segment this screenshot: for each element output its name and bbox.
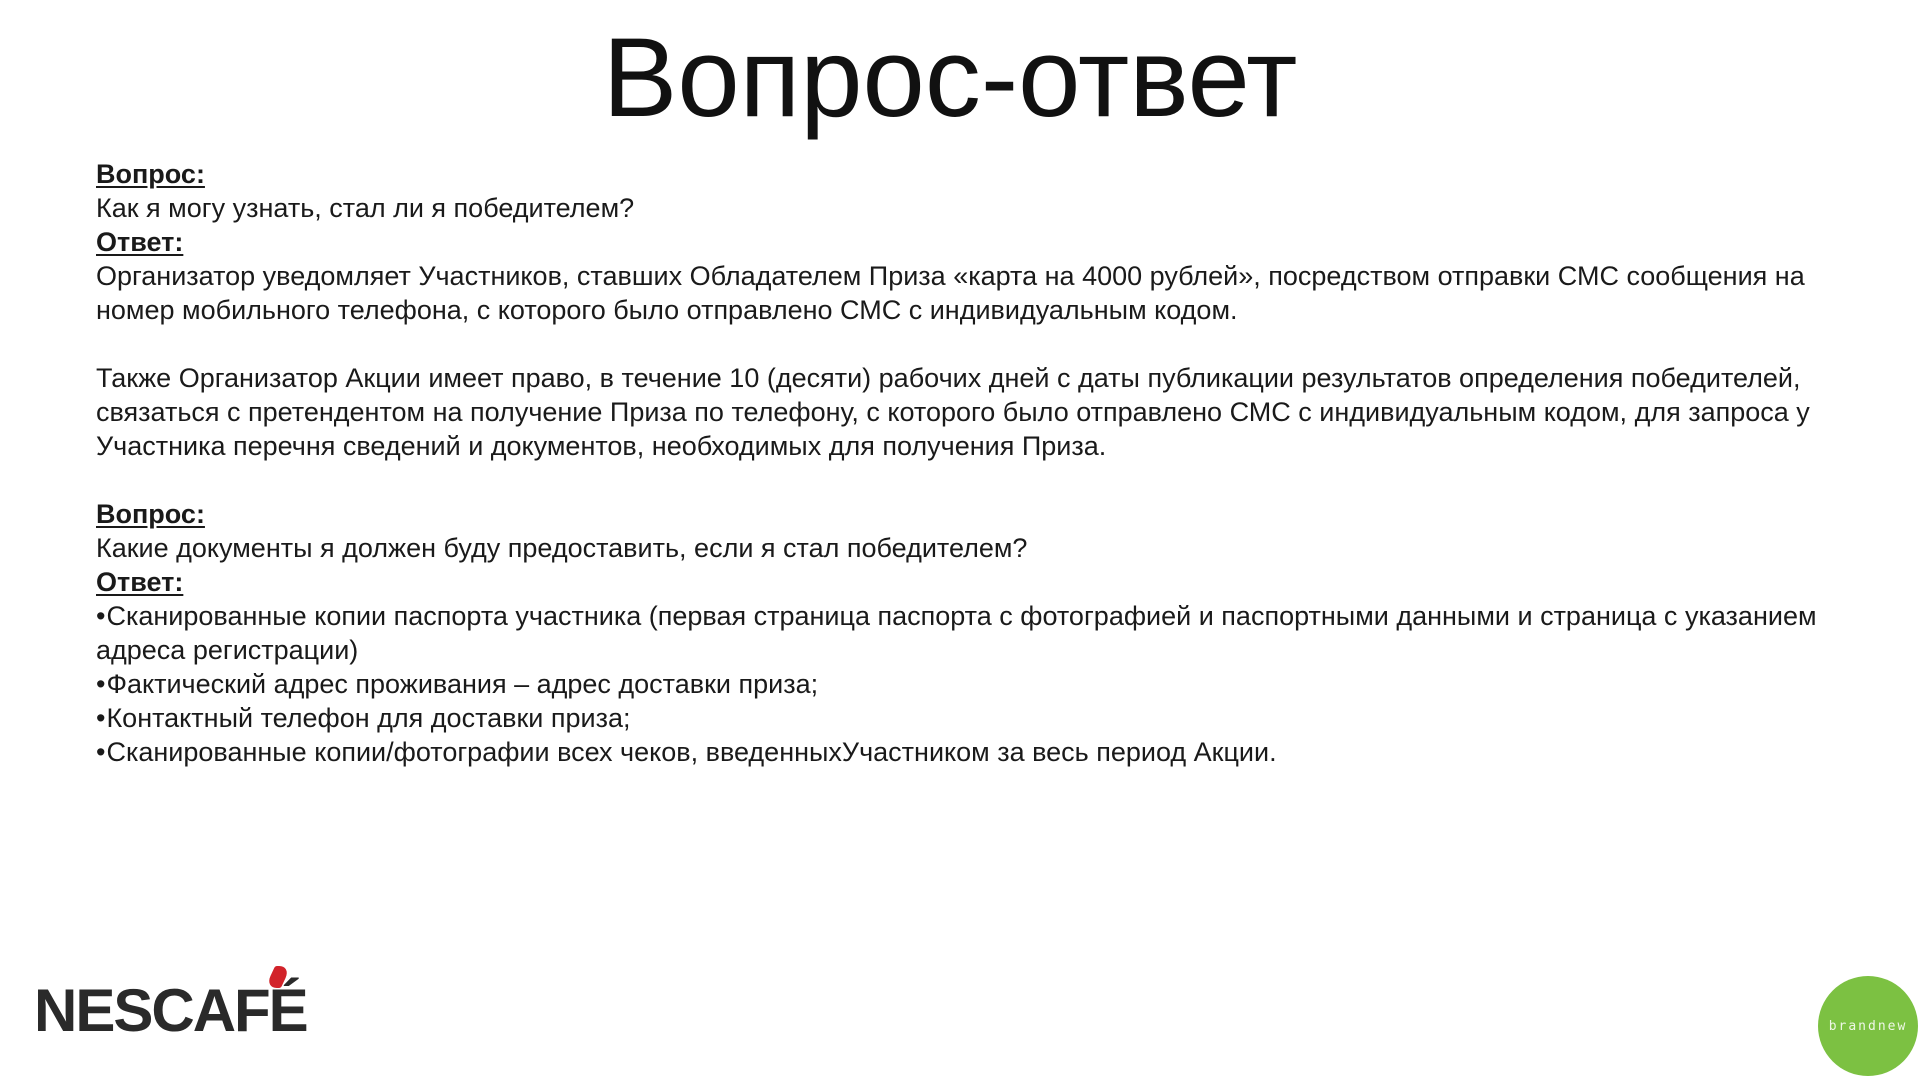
list-item: • Фактический адрес проживания – адрес доставки приза; xyxy=(96,667,1856,701)
answer-paragraph: Организатор уведомляет Участников, ставших Обладателем Приза «карта на 4000 рублей», посредством отправки СМС сообщения на номер мобильного телефона, с которого было отправлено СМС с индивидуальным кодом. xyxy=(96,261,1805,325)
answer-label: Ответ: xyxy=(96,227,184,257)
faq-content xyxy=(96,157,1856,769)
nescafe-logo xyxy=(34,966,307,1044)
question-label: Вопрос: xyxy=(96,499,205,529)
spacer xyxy=(96,327,1856,361)
list-item: • Контактный телефон для доставки приза; xyxy=(96,701,1856,735)
faq-block-1 xyxy=(96,157,1856,463)
list-item: • Сканированные копии/фотографии всех чеков, введенныхУчастником за весь период Акции. xyxy=(96,735,1856,769)
brandnew-wordmark: brandnew xyxy=(1828,1018,1908,1034)
faq-block-2 xyxy=(96,497,1856,769)
spacer xyxy=(96,463,1856,497)
answer-paragraph: Также Организатор Акции имеет право, в течение 10 (десяти) рабочих дней с даты публикации результатов определения победителей, связаться с претендентом на получение Приза по телефону, с которого было отправлено СМС с индивидуальным кодом, для запроса у Участника перечня сведений и документов, необходимых для получения Приза. xyxy=(96,363,1810,461)
brandnew-logo xyxy=(1818,976,1918,1076)
question-text: Какие документы я должен буду предоставить, если я стал победителем? xyxy=(96,533,1028,563)
answer-label: Ответ: xyxy=(96,567,184,597)
question-text: Как я могу узнать, стал ли я победителем? xyxy=(96,193,635,223)
list-item: • Сканированные копии паспорта участника (первая страница паспорта с фотографией и паспортными данными и страница с указанием адреса регистрации) xyxy=(96,599,1856,667)
question-label: Вопрос: xyxy=(96,159,205,189)
page-title: Вопрос-ответ xyxy=(602,15,1298,140)
nescafe-wordmark: NESCAFÉ xyxy=(34,977,307,1044)
